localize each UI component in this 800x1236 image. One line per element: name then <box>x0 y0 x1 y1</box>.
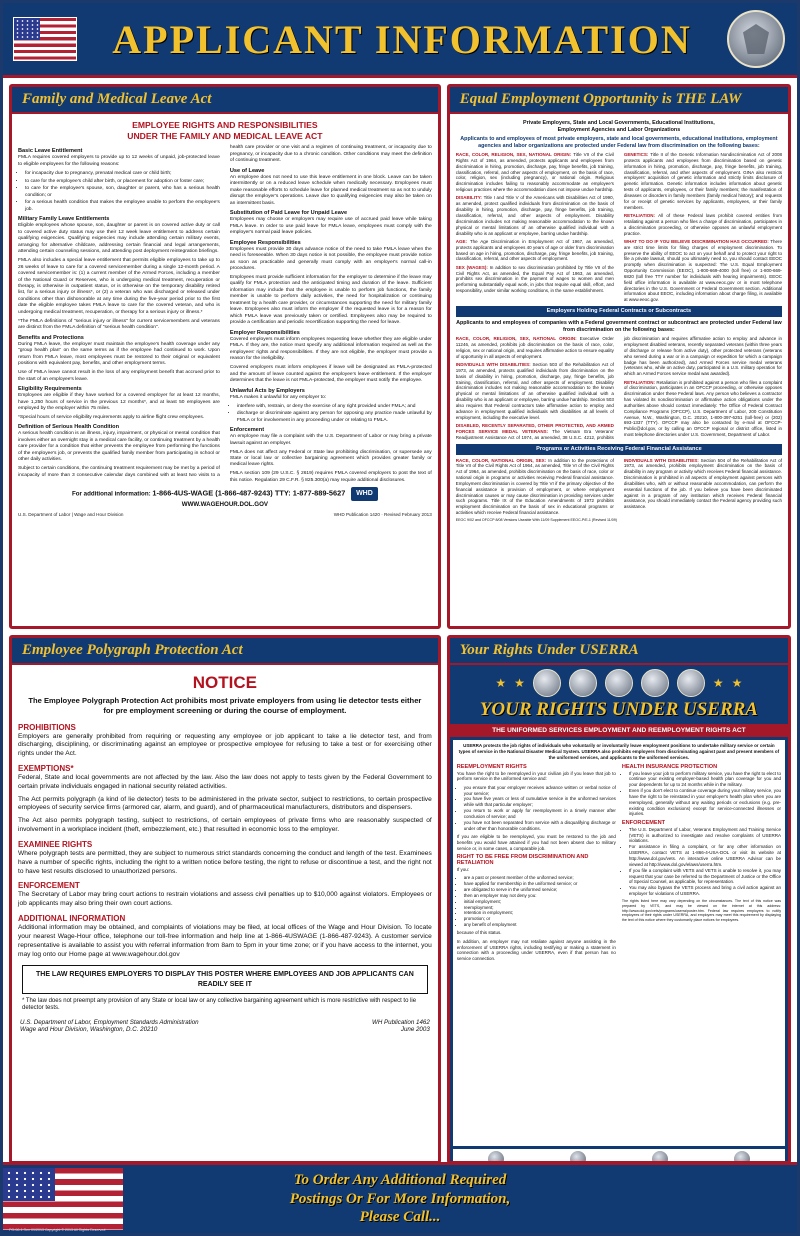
paragraph: Covered employers must inform employees requesting leave whether they are eligible under FMLA. If they are, the notice must specify any additional information required as well as the employees' rights and responsibilities. If they are not eligible, the employer must provide a reason for the ineligibility. <box>229 336 432 362</box>
paragraph: The Act also permits polygraph testing, subject to restrictions, of certain employees of private firms who are reasonably suspected of involvement in a workplace incident (theft, embezzlement, etc.) that resulted in economic loss to the employer. <box>18 817 432 834</box>
userra-banner-subtitle: THE UNIFORMED SERVICES EMPLOYMENT AND REEMPLOYMENT RIGHTS ACT <box>450 724 788 737</box>
section-heading: Use of Leave <box>229 167 265 174</box>
eeo-block: GENETICS: Title II of the Genetic Information Nondiscrimination Act of 2008 protects applicants and employees from discrimination based on genetic information in hiring, promotion, discharge, pay, fringe benefits, job training, classification, referral, and other aspects of employment. GINA also restricts employers' acquisition of genetic information and strictly limits disclosure of genetic information. Genetic information includes information about genetic tests of applicants, employees, or their family members; the manifestation of diseases or disorders in family members (family medical history); and requests for or receipt of genetic services by applicants, employees, or their family members. <box>623 152 782 210</box>
eppa-footer <box>20 1019 430 1033</box>
eeo-block: DISABLED, RECENTLY SEPARATED, OTHER PROTECTED, AND ARMED FORCES SERVICE MEDAL VETERANS: The Vietnam Era Veterans' Readjustment Assistance Act of 1974, as amended, 38 U.S.C. 4212, prohibits job discrimination and requires affirmative action to employ and advance in employment disabled veterans, recently separated veterans (within three years of discharge or release from active duty), other protected veterans (veterans who served during a war or in a campaign or expedition for which a campaign badge has been authorized), and Armed Forces service medal veterans (veterans who, while on active duty, participated in a U.S. military operation for which an Armed Forces service medal was awarded). <box>455 336 782 440</box>
list-item: • are a past or present member of the uniformed service; <box>464 875 616 881</box>
paragraph: Covered employers must inform employees if leave will be designated as FMLA-protected and the amount of leave counted against the employee's leave entitlement. If the employer determines that the leave is not FMLA-protected, the employer must notify the employee. <box>229 365 432 384</box>
star-icon: ★ <box>712 676 724 690</box>
userra-emblem-row <box>450 665 788 697</box>
paragraph: Employees are eligible if they have worked for a covered employer for at least 12 months, have 1,250 hours of service in the previous 12 months*, and at least 50 employees are employed by the employer within 75 miles. <box>18 393 220 412</box>
eeo-footnote: EEOC 9/02 and OFCCP 8/08 Versions Useable With 11/09 Supplement EEOC-P/E-1 (Revised 11/09) <box>455 517 617 522</box>
panel-fmla-body <box>12 114 438 521</box>
paragraph: *The FMLA definitions of "serious injury or illness" for current servicemembers and veterans are distinct from the FMLA definition of "serious health condition". <box>18 318 220 331</box>
eppa-sections <box>18 723 432 960</box>
list-item: • initial employment; <box>464 899 616 905</box>
eeo-block-label: RACE, COLOR, RELIGION, SEX, NATIONAL ORIGIN: <box>455 152 574 158</box>
section-heading: Substitution of Paid Leave for Unpaid Leave <box>229 210 348 217</box>
page-title-wrap <box>77 16 727 63</box>
military-seal-icon <box>641 669 669 697</box>
us-flag-icon <box>13 17 77 61</box>
list-item: • for incapacity due to pregnancy, prenatal medical care or child birth; <box>25 171 220 177</box>
paragraph: If you: <box>456 867 470 872</box>
section-heading: Eligibility Requirements <box>18 386 82 393</box>
section-heading: PROHIBITIONS <box>18 722 76 732</box>
poster-row-top <box>9 84 791 629</box>
paragraph: FMLA also includes a special leave entitlement that permits eligible employees to take up to 26 weeks of leave to care for a covered servicemember during a single 12-month period. A covered servicemember is: (1) a current member of the Armed Forces, including a member of the National Guard or Reserves, who is undergoing medical treatment, recuperation or therapy, is otherwise in outpatient status, or is otherwise on the temporary disability retired list, for a serious injury or illness*, or (2) a veteran who was discharged or released under conditions other than dishonorable at any time during the five-year period prior to the first date the eligible employee takes FMLA leave to care for the covered veteran, and who is undergoing medical treatment, recuperation, or therapy for a serious injury or illness.* <box>18 258 220 315</box>
bullet-list <box>622 771 781 818</box>
list-item: • you return to work or apply for reemployment in a timely manner after conclusion of service; and <box>464 808 616 820</box>
section-heading: ADDITIONAL INFORMATION <box>18 914 126 924</box>
eeo-subheading-line1: Private Employers, State and Local Governments, Educational Institutions, <box>523 120 715 126</box>
list-item: • any benefit of employment <box>464 922 616 928</box>
eeo-block-label: GENETICS: <box>623 152 651 158</box>
list-item: • you ensure that your employer receives advance written or verbal notice of your service; <box>464 785 616 797</box>
eeo-band-contractors-sub: Applicants to and employees of companies with a Federal government contract or subcontract are protected under Federal law from discrimination on the following bases: <box>456 320 782 334</box>
eeo-block-label: DISABLED, RECENTLY SEPARATED, OTHER PROTECTED, AND ARMED FORCES SERVICE MEDAL VETERANS: <box>455 422 614 434</box>
eeo-subheading <box>456 120 782 134</box>
userra-disclaimer: The rights listed here may vary depending on the circumstances. The text of this notice was prepared by VETS, and may be viewed on the internet at this address: http://www.dol.gov/vets/programs/userra/poster.htm. Federal law requires employers to notify employees of their rights under USERRA, and employers may meet this requirement by displaying the text of this notice where they customarily place notices for employees. <box>621 899 782 923</box>
paragraph: An employee does not need to use this leave entitlement in one block. Leave can be taken intermittently or on a reduced leave schedule when medically necessary. Employees must make reasonable efforts to schedule leave for planned medical treatment so as not to unduly disrupt the employer's operations. Leave due to qualifying exigencies may also be taken on an intermittent basis. <box>229 174 432 206</box>
military-seal-icon <box>533 669 561 697</box>
userra-publication-date: October 2008 <box>756 1154 782 1160</box>
section-heading: EXAMINEE RIGHTS <box>18 839 93 849</box>
eeo-block-label: DISABILITY: <box>455 195 484 201</box>
eeo-block-label: RACE, COLOR, RELIGION, SEX, NATIONAL ORIGIN: <box>455 336 580 342</box>
panel-fmla-title: Family and Medical Leave Act <box>12 87 438 114</box>
copyright-text: PO-98-1 Rev 09/2013 Copyright © 2013 All Rights Reserved <box>9 1228 106 1232</box>
userra-publication-label: Publication Date <box>751 1149 782 1155</box>
paragraph: Employees must provide sufficient information for the employer to determine if the leave may qualify for FMLA protection and the anticipated timing and duration of the leave. Sufficient information may include that the employee is unable to perform job functions, the family member is unable to perform daily activities, the need for hospitalization or continuing treatment by a health care provider, or circumstances supporting the need for military family leave. Employees also must inform the employer if the requested leave is for a reason for which FMLA leave was previously taken or certified. Employees also may be required to provide a certification and periodic recertification supporting the need for leave. <box>229 275 432 326</box>
military-seal-icon <box>677 669 705 697</box>
whd-badge: WHD <box>351 487 378 500</box>
section-heading: ENFORCEMENT <box>18 881 80 891</box>
poster-body <box>3 78 797 1168</box>
panel-eeo <box>447 84 791 629</box>
userra-publication <box>752 1150 783 1160</box>
userra-banner-title: YOUR RIGHTS UNDER USERRA <box>479 699 758 720</box>
fmla-footer-phone: 1-866-4US-WAGE (1-866-487-9243) TTY: 1-877-889-5627 <box>152 488 346 498</box>
poster-footer <box>3 1162 797 1233</box>
section-heading: Benefits and Protections <box>18 334 84 341</box>
section-heading: Enforcement <box>229 427 265 434</box>
list-item: • discharge or discriminate against any person for opposing any practice made unlawful by FMLA or for involvement in any proceeding under or relating to FMLA. <box>237 411 432 424</box>
panel-eppa-body <box>12 665 438 1037</box>
paragraph: FMLA makes it unlawful for any employer to: <box>229 394 327 400</box>
federal-seal-icon <box>727 10 785 68</box>
panel-eppa-title: Employee Polygraph Protection Act <box>12 638 438 665</box>
bullet-list <box>622 827 781 897</box>
military-seal-icon <box>605 669 633 697</box>
paragraph: *Special hours of service eligibility requirements apply to airline flight crew employees. <box>18 415 205 420</box>
eeo-blocks-federal-assistance <box>456 458 782 516</box>
order-info[interactable] <box>123 1171 677 1227</box>
userra-left-column <box>457 764 616 1146</box>
eeo-block: WHAT TO DO IF YOU BELIEVE DISCRIMINATION HAS OCCURRED: There are strict time limits for filing charges of employment discrimination. To preserve the ability of EEOC to act on your behalf and to protect your right to file a private lawsuit, should you ultimately need to, you should contact EEOC promptly when discrimination is suspected: The U.S. Equal Employment Opportunity Commission (EEOC), 1-800-669-4000 (toll free) or 1-800-669-6820 (toll free TTY number for individuals with hearing impairments). EEOC field office information is available at www.eeoc.gov or in most telephone directories in the U.S. Government or Federal Government section. Additional information about EEOC, including information about charge filing, is available at www.eeoc.gov. <box>623 238 782 303</box>
list-item: • you have five years or less of cumulative service in the uniformed services while with that particular employer; <box>464 796 616 808</box>
list-item: • Even if you don't elect to continue coverage during your military service, you have the right to be reinstated in your employer's health plan when you are reemployed, generally without any waiting periods or exclusions (e.g. pre-existing condition exclusions) except for service-connected illnesses or injuries. <box>629 788 781 817</box>
list-item: • then an employer may not deny you: <box>464 893 616 899</box>
paragraph: Subject to certain conditions, the continuing treatment requirement may be met by a period of incapacity of more than 3 consecutive calendar days combined with at least two visits to a health care provider or one visit and a regimen of continuing treatment, or incapacity due to pregnancy, or incapacity due to a chronic condition. Other conditions may meet the definition of continuing treatment. <box>18 145 432 478</box>
military-seal-icon <box>569 669 597 697</box>
paragraph: Additional information may be obtained, and complaints of violations may be filed, at local offices of the Wage and Hour Division. To locate your nearest Wage-Hour office, telephone our toll-free information and help line at 1-866-4USWAGE (1-866-487-9243). A customer service representative is available to assist you with referral information from 8am to 5pm in your time zone; or if you have access to the internet, you may log onto our Home page at www.wagehour.dol.gov <box>18 924 432 958</box>
bullet-list <box>18 171 220 213</box>
eppa-footnote: * The law does not preempt any provision of any State or local law or any collective bargaining agreement which is more restrictive with respect to lie detector tests. <box>22 997 417 1012</box>
paragraph: In addition, an employer may not retaliate against anyone assisting in the enforcement of USERRA rights, including testifying or making a statement in connection with a proceeding under USERRA, even if that person has no service connection. <box>456 938 616 962</box>
list-item: • for a serious health condition that makes the employee unable to perform the employee's job. <box>25 200 220 213</box>
paragraph: A serious health condition is an illness, injury, impairment, or physical or mental condition that involves either an overnight stay in a medical care facility, or continuing treatment by a health care provider for a condition that either prevents the employee from performing the functions of the employee's job, or prevents the qualified family member from participating in school or other daily activities. <box>18 431 220 463</box>
eeo-block: AGE: The Age Discrimination in Employment Act of 1967, as amended, protects applicants and employees 40 years of age or older from discrimination based on age in hiring, promotion, discharge, pay, fringe benefits, job training, classification, referral, and other aspects of employment. <box>455 238 614 262</box>
eeo-block: RACE, COLOR, RELIGION, SEX, NATIONAL ORIGIN: Executive Order 11246, as amended, prohibits job discrimination on the basis of race, color, religion, sex or national origin, and requires affirmative action to ensure equality of opportunity in all aspects of employment. <box>455 336 614 359</box>
star-icon: ★ <box>514 676 525 690</box>
paragraph: Employees must provide 30 days advance notice of the need to take FMLA leave when the need is foreseeable. When 30 days notice is not possible, the employee must provide notice as soon as practicable and generally must comply with an employer's normal call-in procedures. <box>229 246 432 272</box>
eeo-block: RETALIATION: All of these Federal laws prohibit covered entities from retaliating against a person who files a charge of discrimination, participates in a discrimination proceeding, or otherwise opposes an unlawful employment practice. <box>623 213 782 236</box>
eppa-agency-line2: Wage and Hour Division, Washington, D.C. 20210 <box>20 1026 158 1034</box>
list-item: • are obligated to serve in the uniformed service; <box>464 887 616 893</box>
fmla-subtitle <box>18 120 432 141</box>
section-heading: Employer Responsibilities <box>229 329 300 336</box>
paragraph: FMLA section 109 (29 U.S.C. § 2619) requires FMLA covered employers to post the text of this notice. Regulation 29 C.F.R. § 825.300(a) may require additional disclosures. <box>229 471 432 483</box>
poster-row-bottom <box>9 629 791 1164</box>
us-flag-icon <box>3 1168 123 1230</box>
paragraph: Where polygraph tests are permitted, they are subject to numerous strict standards concerning the conduct and length of the test. Examinees have a number of specific rights, including the right to a written notice before testing, the right to refuse or discontinue a test, and the right not to have test results disclosed to unauthorized persons. <box>18 849 432 875</box>
paragraph: During FMLA leave, the employer must maintain the employee's health coverage under any "group health plan" on the same terms as if the employee had continued to work. Upon return from FMLA leave, most employees must be restored to their original or equivalent positions with equivalent pay, benefits, and other employment terms. <box>18 341 220 367</box>
eeo-block-label: SEX (WAGES): <box>455 264 490 270</box>
eppa-publication: WH Publication 1462 <box>371 1019 430 1027</box>
list-item: • The U.S. Department of Labor, Veterans Employment and Training Service (VETS) is authorized to investigate and resolve complaints of USERRA violations. <box>629 827 781 845</box>
userra-intro: USERRA protects the job rights of individuals who voluntarily or involuntarily leave employment positions to undertake military service or certain types of service in the National Disaster Medical System. USERRA also prohibits employers from discriminating against past and present members of the uniformed services, and applicants to the uniformed services. <box>458 743 780 760</box>
eeo-block-label: WHAT TO DO IF YOU BELIEVE DISCRIMINATION HAS OCCURRED: <box>623 238 771 244</box>
eeo-block-label: AGE: <box>455 238 470 244</box>
list-item: • retention in employment; <box>464 910 616 916</box>
fmla-footer <box>18 487 432 509</box>
list-item: • interfere with, restrain, or deny the exercise of any right provided under FMLA; and <box>237 404 432 410</box>
eeo-block-label: INDIVIDUALS WITH DISABILITIES: <box>455 362 533 368</box>
eeo-blocks <box>456 152 782 303</box>
list-item: • reemployment; <box>464 905 616 911</box>
section-heading: Unlawful Acts by Employers <box>229 387 305 394</box>
bullet-list <box>230 404 432 425</box>
paragraph: An employee may file a complaint with the U.S. Department of Labor or may bring a private lawsuit against an employer. <box>229 434 432 446</box>
eeo-block-label: INDIVIDUALS WITH DISABILITIES: <box>623 457 701 463</box>
bullet-list <box>457 785 616 832</box>
section-heading: Basic Leave Entitlement <box>18 148 83 155</box>
eeo-band-federal-assistance: Programs or Activities Receiving Federal Financial Assistance <box>456 444 782 455</box>
eeo-block-label: RETALIATION: <box>623 379 657 385</box>
eeo-block: RETALIATION: Retaliation is prohibited against a person who files a complaint of discrimination, participates in an OFCCP proceeding, or otherwise opposes discrimination under these Federal laws. Any person who believes a contractor has violated its nondiscrimination or affirmative action obligations under the authorities above should contact immediately: The Office of Federal Contract Compliance Programs (OFCCP), U.S. Department of Labor, 200 Constitution Avenue, N.W., Washington, D.C. 20210, 1-800-397-6251 (toll-free) or (202) 693-1337 (TTY). OFCCP may also be contacted by e-mail at OFCCP-Public@dol.gov, or by calling an OFCCP regional or district office, listed in most telephone directories under U.S. Government, Department of Labor. <box>623 379 782 438</box>
eeo-block-label: RETALIATION: <box>623 213 659 218</box>
order-info-line1: To Order Any Additional Required <box>293 1171 507 1188</box>
eeo-intro: Applicants to and employees of most private employers, state and local governments, educational institutions, employment agencies and labor organizations are protected under Federal law from discrimination on the following bases: <box>460 136 778 150</box>
fmla-bottom-bar <box>18 512 432 517</box>
paragraph: FMLA requires covered employers to provide up to 12 weeks of unpaid, job-protected leave to eligible employees for the following reasons: <box>18 155 220 167</box>
bullet-list <box>457 875 616 928</box>
fmla-agency: U.S. Department of Labor | Wage and Hour Division <box>18 512 124 518</box>
list-item: • have applied for membership in the uniformed service; or <box>464 881 616 887</box>
userra-right-column <box>622 764 781 1146</box>
paragraph: Federal, State and local governments are not affected by the law. Also the law does not apply to tests given by the Federal Government to certain private individuals engaged in national security related activities. <box>18 773 432 790</box>
paragraph: Use of FMLA leave cannot result in the loss of any employment benefit that accrued prior to the start of an employee's leave. <box>18 370 220 382</box>
eeo-band-contractors: Employers Holding Federal Contracts or Subcontracts <box>456 306 782 317</box>
list-item: • to care for the employee's spouse, son, daughter or parent, who has a serious health condition; or <box>25 186 220 199</box>
paragraph: Employees may choose or employers may require use of accrued paid leave while taking FMLA leave. In order to use paid leave for FMLA leave, employees must comply with the employer's normal paid leave policies. <box>229 217 432 236</box>
paragraph: Eligible employees whose spouse, son, daughter or parent is on covered active duty or call to covered active duty status may use their 12 week leave entitlement to address certain qualifying exigencies. Qualifying exigencies may include attending certain military events, arranging for alternative childcare, addressing certain financial and legal arrangements, attending certain counseling sessions, and attending post deployment reintegration briefings. <box>18 223 220 255</box>
poster-header <box>3 3 797 78</box>
paragraph: If you are eligible to be reemployed, you must be restored to the job and benefits you would have attained if you had not been absent due to military service or, in some cases, a comparable job. <box>456 833 616 851</box>
eppa-display-requirement: THE LAW REQUIRES EMPLOYERS TO DISPLAY THIS POSTER WHERE EMPLOYEES AND JOB APPLICANTS CAN READILY SEE IT <box>22 965 428 993</box>
panel-userra-body <box>450 665 788 1163</box>
section-heading: HEALTH INSURANCE PROTECTION <box>621 763 718 770</box>
fmla-sections <box>18 145 432 484</box>
paragraph: because of this status. <box>456 930 502 936</box>
star-icon: ★ <box>731 676 743 690</box>
eeo-block: SEX (WAGES): In addition to sex discrimination prohibited by Title VII of the Civil Rights Act, as amended, the Equal Pay Act of 1963, as amended, prohibits sex discrimination in the payment of wages to women and men performing substantially equal work, in jobs that require equal skill, effort, and responsibility, under similar working conditions, in the same establishment. <box>455 264 614 294</box>
paragraph: FMLA does not affect any Federal or State law prohibiting discrimination, or supersede any State or local law or collective bargaining agreement which provides greater family or medical leave rights. <box>229 449 432 468</box>
eeo-block: INDIVIDUALS WITH DISABILITIES: Section 504 of the Rehabilitation Act of 1973, as amended, prohibits employment discrimination on the basis of disability in any program or activity which receives Federal financial assistance. Discrimination is prohibited in all aspects of employment against persons with disabilities who, with or without reasonable accommodation, can perform the essential functions of the job. If you believe you have been discriminated against in a program of any institution which receives Federal financial assistance, you should immediately contact the Federal agency providing such assistance. <box>623 457 782 510</box>
list-item: • If you file a complaint with VETS and VETS is unable to resolve it, you may request that your case be referred to the Department of Justice or the Office of Special Counsel, as applicable, for representation. <box>629 868 781 886</box>
list-item: • to care for the employee's child after birth, or placement for adoption or foster care; <box>25 179 220 185</box>
paragraph: The Secretary of Labor may bring court actions to restrain violations and assess civil penalties up to $10,000 against violators. Employees or job applicants may also bring their own court actions. <box>18 891 432 908</box>
order-info-line2: Postings Or For More Information, <box>289 1190 511 1207</box>
eeo-block-label: RACE, COLOR, NATIONAL ORIGIN, SEX: <box>455 457 549 463</box>
eppa-publication-date: June 2003 <box>400 1026 430 1034</box>
eppa-agency-line1: U.S. Department of Labor, Employment Standards Administration <box>20 1019 199 1027</box>
panel-userra-title: Your Rights Under USERRA <box>450 638 788 665</box>
eeo-subheading-line2: Employment Agencies and Labor Organizations <box>557 127 681 134</box>
section-heading: ENFORCEMENT <box>621 819 666 826</box>
order-info-line3: Please Call... <box>359 1209 441 1226</box>
section-heading: EXEMPTIONS* <box>18 763 74 773</box>
eppa-notice: NOTICE <box>192 673 257 692</box>
list-item: • You may also bypass the VETS process and bring a civil action against an employer for violations of USERRA. <box>629 885 781 897</box>
fmla-footer-label: For additional information: <box>71 490 151 498</box>
section-heading: REEMPLOYMENT RIGHTS <box>456 763 527 770</box>
paragraph: You have the right to be reemployed in your civilian job if you leave that job to perform service in the uniformed service and: <box>456 770 616 782</box>
fmla-subtitle-line2: UNDER THE FAMILY AND MEDICAL LEAVE ACT <box>127 130 323 141</box>
eeo-block: RACE, COLOR, RELIGION, SEX, NATIONAL ORIGIN: Title VII of the Civil Rights Act of 1964, as amended, protects applicants and employees from discrimination in hiring, promotion, discharge, pay, fringe benefits, job training, classification, referral, and other aspects of employment, on the basis of race, color, religion, sex (including pregnancy), or national origin. Religious discrimination includes failing to reasonably accommodate an employee's religious practices where the accommodation does not impose undue hardship. <box>455 152 614 193</box>
section-heading: Military Family Leave Entitlements <box>18 216 110 223</box>
eppa-lead: The Employee Polygraph Protection Act prohibits most private employers from using lie detector tests either for pre employment screening or during the course of employment. <box>28 696 422 716</box>
fmla-footer-url[interactable]: WWW.WAGEHOUR.DOL.GOV <box>181 500 269 508</box>
page-title: APPLICANT INFORMATION <box>112 16 692 62</box>
userra-content <box>453 740 785 1146</box>
eeo-blocks-contractors <box>456 336 782 440</box>
section-heading: Employee Responsibilities <box>229 239 301 246</box>
panel-eeo-title: Equal Employment Opportunity is THE LAW <box>450 87 788 114</box>
eeo-block: DISABILITY: Title I and Title V of the Americans with Disabilities Act of 1990, as amended, protect qualified individuals from discrimination on the basis of disability in hiring, promotion, discharge, pay, fringe benefits, job training, classification, referral, and other aspects of employment. Disability discrimination includes not making reasonable accommodation to the known physical or mental limitations of an otherwise qualified individual with a disability who is an applicant or employee, barring undue hardship. <box>455 195 614 236</box>
paragraph: The Act permits polygraph (a kind of lie detector) tests to be administered in the private sector, subject to restrictions, to certain prospective employees of security service firms (armored car, alarm, and guard), and of pharmaceutical manufacturers, distributors and dispensers. <box>18 795 432 812</box>
list-item: • For assistance in filing a complaint, or for any other information on USERRA, contact VETS at 1-866-4-USA-DOL or visit its website at http://www.dol.gov/vets. An interactive online USERRA Advisor can be viewed at http://www.dol.gov/elaws/userra.htm. <box>629 844 781 867</box>
fmla-subtitle-line1: EMPLOYEE RIGHTS AND RESPONSIBILITIES <box>132 120 318 130</box>
section-heading: Definition of Serious Health Condition <box>18 424 119 431</box>
panel-eppa <box>9 635 441 1164</box>
eeo-block: INDIVIDUALS WITH DISABILITIES: Section 503 of the Rehabilitation Act of 1973, as amended, protects qualified individuals from discrimination on the basis of disability in hiring, promotion, discharge, pay, fringe benefits, job training, classification, referral, and other aspects of employment. Disability discrimination includes not making reasonable accommodation to the known physical or mental limitations of an otherwise qualified individual with a disability who is an applicant or employee, barring undue hardship. Section 503 also requires that Federal contractors take affirmative action to employ and advance in employment qualified individuals with disabilities at all levels of employment, including the executive level. <box>455 362 614 420</box>
panel-eeo-body <box>450 114 788 529</box>
star-icon: ★ <box>495 676 507 690</box>
panel-fmla <box>9 84 441 629</box>
list-item: • promotion; or <box>464 916 616 922</box>
section-heading: RIGHT TO BE FREE FROM DISCRIMINATION AND RETALIATION <box>456 854 589 866</box>
list-item: • you have not been separated from service with a disqualifying discharge or under other than honorable conditions. <box>464 820 616 832</box>
list-item: • If you leave your job to perform military service, you have the right to elect to continue your existing employer-based health plan coverage for you and your dependents for up to 24 months while in the military. <box>629 771 781 789</box>
panel-userra <box>447 635 791 1164</box>
fmla-publication: WHD Publication 1420 · Revised February 2013 <box>333 512 432 518</box>
paragraph: Employers are generally prohibited from requiring or requesting any employee or job applicant to take a lie detector test, and from discharging, disciplining, or discriminating against an employee or prospective employee for refusing to take a test or for exercising other rights under the Act. <box>18 732 432 758</box>
eeo-block: RACE, COLOR, NATIONAL ORIGIN, SEX: In addition to the protections of Title VII of the Civil Rights Act of 1964, as amended, Title VI of the Civil Rights Act of 1964, as amended, prohibits discrimination on the basis of race, color or national origin in programs or activities receiving Federal financial assistance. Employment discrimination is covered by Title VI if the primary objective of the financial assistance is provision of employment, or where employment discrimination causes or may cause discrimination in providing services under such programs. Title IX of the Education Amendments of 1972 prohibits employment discrimination on the basis of sex in educational programs or activities which receive Federal financial assistance. <box>455 457 614 516</box>
